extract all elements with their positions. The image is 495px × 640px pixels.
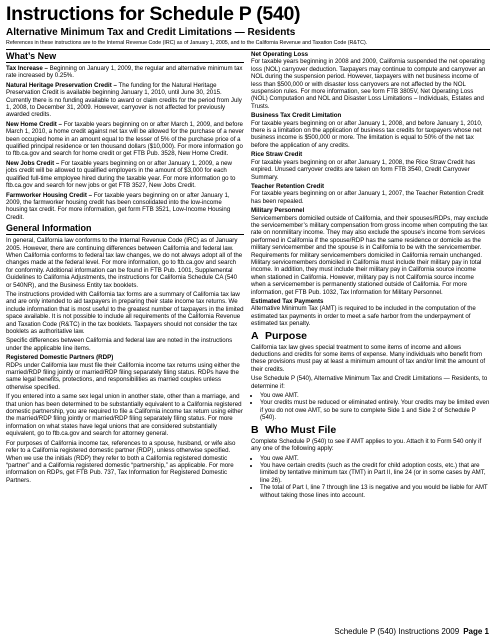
right-column <box>251 51 490 501</box>
page-number: Page 1 <box>463 627 489 636</box>
section-a-heading <box>251 330 490 343</box>
section-b-heading <box>251 424 490 437</box>
page-footer <box>334 627 489 636</box>
gi-para-1: In general, California law conforms to the Internal Revenue Code (IRC) as of January 2005. However, there are continuing differences between California and federal law. When California conforms to federal tax law changes, we do not always adopt all of the changes made at the federal level. For more information, go to ftb.ca.gov and search for conformity. Additional information can be found in FTB Pub. 1001, Supplemental Guidelines to California Adjustments, the instructions for California Schedule CA (540 or 540NR), and the Business Entity tax booklets. <box>6 237 243 289</box>
section-b-list <box>251 455 490 499</box>
section-b-letter: B <box>251 423 259 436</box>
rdp-para-3: For purposes of California income tax, references to a spouse, husband, or wife also refer to a California registered domestic partner (RDP), unless otherwise specified. When we use the initials (RDP) they refer to both a California registered domestic “partner” and a California registered domestic “partnership,” as applicable. For more information on RDPs, get FTB Pub. 737, Tax Information for Registered Domestic Partners. <box>6 439 236 484</box>
section-b-para-1: Complete Schedule P (540) to see if AMT applies to you. Attach it to Form 540 only if any one of the following apply: <box>251 437 482 453</box>
farmworker-housing-text: For taxable years beginning on or after January 1, 2009, the farmworker housing credit has been consolidated into the low-income housing tax credit. For more information, get form FTB 3521, Low-Income Housing Credit. <box>6 191 231 221</box>
references-note: References in these instructions are to the Internal Revenue Code (IRC) as of January 1, 2005, and to the California Revenue and Taxation Code (R&TC). <box>6 40 368 46</box>
estimated-tax-heading: Estimated Tax Payments <box>251 298 324 305</box>
list-item: • Your credits must be reduced or eliminated entirely. Your credits may be limited even if you do not owe AMT, so be sure to complete Side 1 and Side 2 of Schedule P (540). <box>260 399 490 421</box>
business-credit-limit-heading: Business Tax Credit Limitation <box>251 112 342 120</box>
list-item: • You have certain credits (such as the credit for child adoption costs, etc.) that are limited by tentative minimum tax (TMT) in Part II, line 24 (or in some cases by AMT, line 26). <box>260 462 490 484</box>
nhpc-para <box>6 82 244 119</box>
business-credit-limit-para: For taxable years beginning on or after January 1, 2008, and before January 1, 2010, there is a limitation on the application of business tax credits for taxpayers whose net business income is $500,000 or more. The limitation is equal to 50% of the net tax before the application of any credits. <box>251 119 483 149</box>
whats-new-heading: What’s New <box>6 51 244 63</box>
section-a-letter: A <box>251 329 259 342</box>
nol-heading: Net Operating Loss <box>251 51 309 58</box>
new-home-credit-text: For taxable years beginning on or after March 1, 2009, and before March 1, 2010, a home credit against net tax will be allowed for the purchase of a never been occupied home in an amount equal to the lesser of 5% of the purchase price of a qualified principal residence or ten thousand dollars ($10,000). For more information go to ftb.ca.gov and search for home credit or get FTB Pub. 3528, New Home Credit. <box>6 120 244 158</box>
page-subtitle: Alternative Minimum Tax and Credit Limitations — Residents <box>6 27 296 38</box>
section-a-title: Purpose <box>265 329 308 342</box>
new-home-credit-para <box>6 121 244 158</box>
new-jobs-credit-lead: New Jobs Credit – <box>6 159 60 167</box>
new-home-credit-lead: New Home Credit – <box>6 120 62 128</box>
nol-para: For taxable years beginning in 2008 and 2009, California suspended the net operating loss (NOL) carryover deduction. Taxpayers may continue to compute and carryover an NOL during the suspension period. However, taxpayers with net business income of less than $500,000 or with disaster loss carryovers are not affected by the NOL suspension rules. For more information, see form FTB 3805V, Net Operating Loss (NOL) Computation and NOL and Disaster Loss Limitations – Individuals, Estates and Trusts. <box>251 58 486 110</box>
rice-straw-para: For taxable years beginning on or after January 1, 2008, the Rice Straw Credit has expired. Unused carryover credits are taken on form FTB 3540, Credit Carryover Summary. <box>251 158 476 181</box>
gi-para-3: Specific differences between California and federal law are noted in the instructions under the applicable line items. <box>6 337 233 352</box>
nhpc-text: The funding for the Natural Heritage Preservation Credit is available beginning January 1, 2010, until June 30, 2015. Currently there is no funding available to award or claim credits for the period from July 1, 2008, to December 31, 2009. However, carryover is not affected for previously awarded credits. <box>6 81 242 119</box>
section-a-para-1: California tax law gives special treatment to some items of income and allows deductions and credits for some items of expense. Many individuals who benefit from these provisions must pay at least a minimum amount of tax and/or limit the amount of their credits. <box>251 343 486 373</box>
rdp-para-1: RDPs under California law must file their California income tax returns using either the married/RDP filing jointly or married/RDP filing separately filing status. RDPs have the same legal benefits, protections, and responsibilities as married couples unless otherwise specified. <box>6 361 240 391</box>
rdp-heading: Registered Domestic Partners (RDP) <box>6 354 114 362</box>
footer-doc-label: Schedule P (540) Instructions 2009 <box>334 627 460 636</box>
new-jobs-credit-para <box>6 160 244 190</box>
farmworker-housing-para <box>6 192 244 222</box>
page-title: Instructions for Schedule P (540) <box>6 3 301 25</box>
military-personnel-para: Servicemembers domiciled outside of California, and their spouses/RDPs, may exclude the servicemember’s military compensation from gross income when computing the tax rate on nonmilitary income. They may also exclude the spouse’s income from services performed in California if the spouse/RDP has the same residence or domicile as the military servicemember and the spouse is in California to be with the servicemember. Requirements for military servicemembers domiciled in California remain unchanged. Military servicemembers domiciled in California must include their military pay in total income. In addition, they must include their military pay in California source income when stationed in California. However, military pay is not California source income when a servicemember is permanently stationed outside of California. For more information, get FTB Pub. 1032, Tax Information for Military Personnel. <box>251 214 489 296</box>
section-a-para-2: Use Schedule P (540), Alternative Minimum Tax and Credit Limitations — Residents, to determine if: <box>251 375 488 390</box>
general-information-heading: General Information <box>6 223 244 235</box>
teacher-retention-heading: Teacher Retention Credit <box>251 182 325 190</box>
farmworker-housing-lead: Farmworker Housing Credit – <box>6 191 92 199</box>
tax-increase-para <box>6 65 244 80</box>
list-item: • The total of Part I, line 7 through line 13 is negative and you would be liable for AMT without taking those lines into account. <box>260 484 490 499</box>
header-rule <box>6 49 490 50</box>
teacher-retention-para: For taxable years beginning on or after January 1, 2007, the Teacher Retention Credit has been repealed. <box>251 190 484 205</box>
section-b-title: Who Must File <box>265 423 337 436</box>
military-personnel-heading: Military Personnel <box>251 207 305 215</box>
list-item: • You owe AMT. <box>260 392 490 399</box>
section-a-list <box>251 392 490 422</box>
new-jobs-credit-text: For taxable years beginning on or after January 1, 2009, a new jobs credit will be allowed to qualified employers in the amount of $3,000 for each qualified full-time employee hired during the taxable year. For more information go to ftb.ca.gov and search for new jobs or get FTB 3527, New Jobs Credit. <box>6 159 236 190</box>
tax-increase-lead: Tax Increase – <box>6 65 48 72</box>
left-column <box>6 51 244 486</box>
list-item: • You owe AMT. <box>260 455 490 462</box>
rdp-para-2: If you entered into a same sex legal union in another state, other than a marriage, and that union has been determined to be substantially equivalent to a California registered domestic partnership, you are required to file a California income tax return using either the married/RDP filing jointly or married/RDP filing separately filing status. For more information on what states have legal unions that are considered substantially equivalent, go to ftb.ca.gov and search for attorney general. <box>6 393 243 438</box>
nhpc-lead: Natural Heritage Preservation Credit – <box>6 81 117 89</box>
estimated-tax-para: Alternative Minimum Tax (AMT) is required to be included in the computation of the estimated tax payments in order to meet a safe harbor from the underpayment of estimated tax penalty. <box>251 305 476 328</box>
tax-increase-text: Beginning on January 1, 2009, the regular and alternative minimum tax rate increased by 0.25%. <box>6 65 243 80</box>
gi-para-2: The instructions provided with California tax forms are a summary of California tax law and are only intended to aid taxpayers in preparing their state income tax returns. We include information that is most useful to the greatest number of taxpayers in the limited space available. It is not possible to include all requirements of the California Revenue and Taxation Code (R&TC) in the tax booklets. Taxpayers should not consider the tax booklets as authoritative law. <box>6 290 244 335</box>
rice-straw-heading: Rice Straw Credit <box>251 151 303 159</box>
